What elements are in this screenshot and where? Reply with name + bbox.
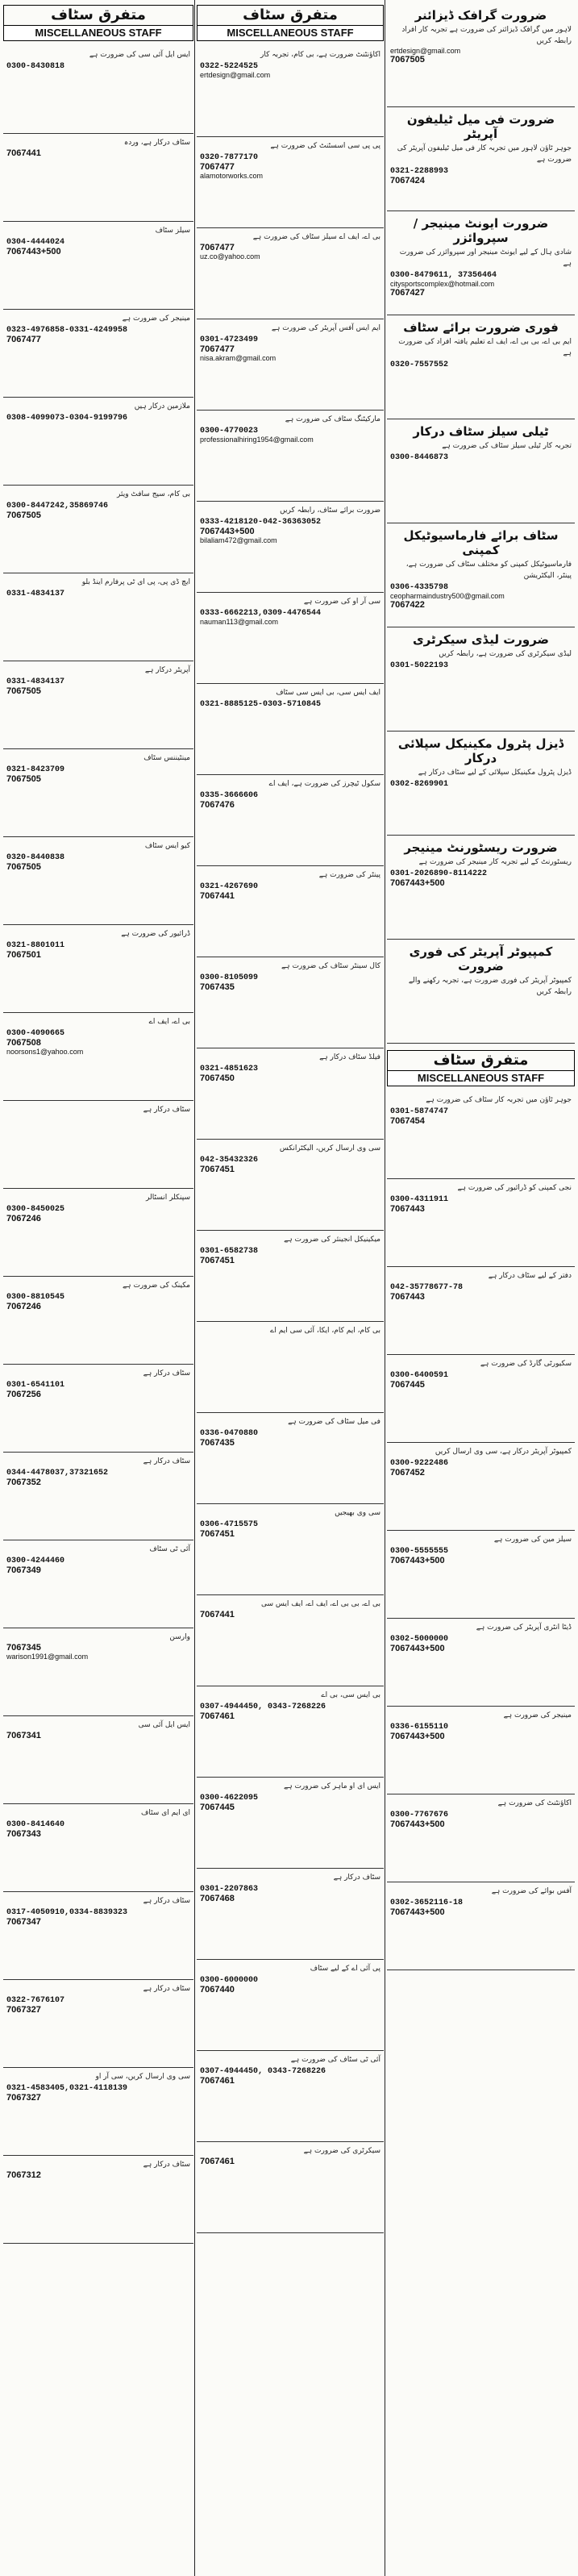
ad-phone: 0300-4090665 [6, 1029, 65, 1038]
ad-phone: 0322-7676107 [6, 1996, 65, 2005]
ad-phone: 0331-4834137 [6, 677, 65, 686]
ad-reference: 7067477 [200, 162, 235, 172]
classified-ad [3, 1189, 193, 1277]
column-right [387, 3, 575, 2573]
column-divider [194, 0, 195, 2576]
classified-ad [3, 1365, 193, 1453]
ad-reference: 7067461 [200, 2157, 235, 2166]
ad-phone: 0344-4478037,37321652 [6, 1469, 109, 1478]
ad-reference: 7067443+500 [390, 1907, 445, 1917]
ad-reference: 7067508 [6, 1038, 41, 1048]
ad-body: کمپیوٹر آپریٹر درکار ہے، سی وی ارسال کریں [435, 1448, 572, 1456]
ad-reference: 7067477 [6, 335, 41, 344]
ad-phone: 0333-6662213,0309-4476544 [200, 609, 322, 618]
classified-ad [197, 1595, 384, 1686]
classified-ad [3, 1013, 193, 1101]
ad-phone: 0336-0470880 [200, 1429, 259, 1438]
ad-reference: 7067443+500 [390, 1556, 445, 1565]
classified-ad [3, 310, 193, 398]
ad-reference: 7067424 [390, 176, 425, 185]
ad-phone: 0300-4311911 [390, 1195, 449, 1204]
ad-body: لاہور میں گرافک ڈیزائنر کی ضرورت ہے تجربہ کار افراد رابطہ کریں [401, 26, 572, 45]
ad-body: سٹاف درکار ہے [143, 1457, 190, 1465]
ad-email: noorsons1@yahoo.com [6, 1048, 84, 1056]
ad-phone: 0306-4335798 [390, 583, 449, 592]
classified-ad [387, 1531, 575, 1619]
ad-phone: 0307-4944450, 0343-7268226 [200, 2067, 326, 2076]
ad-body: ڈیٹا انٹری آپریٹر کی ضرورت ہے [476, 1624, 572, 1632]
ad-reference: 7067341 [6, 1731, 41, 1740]
ad-reference: 7067477 [200, 344, 235, 354]
ad-reference: 7067441 [6, 148, 41, 158]
classified-ad [197, 411, 384, 502]
ad-body: اکاؤنٹنٹ ضرورت ہے، بی کام، تجربہ کار [260, 51, 380, 59]
ad-phone: 0308-4099073-0304-9199796 [6, 414, 128, 423]
classified-ad [197, 1413, 384, 1504]
classified-ad [3, 1277, 193, 1365]
ad-reference: 7067440 [200, 1985, 235, 1995]
ad-body: کال سینٹر سٹاف کی ضرورت ہے [281, 962, 380, 970]
classified-ad [3, 134, 193, 222]
ad-reference: 7067501 [6, 950, 41, 960]
ad-body: سی وی بھیجیں [335, 1509, 380, 1517]
classified-ad [3, 1628, 193, 1716]
ad-reference: 7067505 [6, 774, 41, 784]
ad-body: بی اے، ایف اے [148, 1018, 190, 1026]
ad-body: جوہر ٹاؤن لاہور میں تجربہ کار فی میل ٹیلیفون آپریٹر کی ضرورت ہے [397, 144, 572, 164]
ad-body: سپنکلر انسٹالر [146, 1194, 190, 1202]
section-title-english: MISCELLANEOUS STAFF [4, 25, 193, 40]
ad-phone: 0321-2288993 [390, 167, 449, 176]
ad-heading: ضرورت فی میل ٹیلیفون آپریٹر [406, 112, 555, 141]
classified-ad [3, 1716, 193, 1804]
ad-body: پی آئی اے کے لیے سٹاف [310, 1965, 380, 1973]
ad-body: اکاؤنٹنٹ کی ضرورت ہے [497, 1799, 572, 1807]
ad-body: بی کام، سیج سافٹ ویئر [117, 490, 190, 498]
classified-ad [387, 1355, 575, 1443]
classified-ad [197, 775, 384, 866]
ad-phone: 0300-8479611, 37356464 [390, 271, 497, 280]
ad-body: ایس ایل آئی سی [138, 1721, 190, 1729]
ad-phone: 0301-6541101 [6, 1381, 65, 1390]
ad-phone: 0301-5022193 [390, 661, 449, 670]
classified-ad [387, 1882, 575, 1970]
classified-ad [197, 2142, 384, 2233]
ad-phone: 0331-4834137 [6, 590, 65, 598]
ad-email: nisa.akram@gmail.com [200, 354, 277, 362]
ad-email: ertdesign@gmail.com [390, 47, 461, 55]
ad-email: professionalhiring1954@gmail.com [200, 436, 314, 444]
classified-ad [197, 137, 384, 228]
ad-phone: 0300-9222486 [390, 1459, 449, 1468]
ad-phone: 0301-6582738 [200, 1247, 259, 1256]
ad-reference: 7067505 [6, 862, 41, 872]
ad-reference: 7067435 [200, 982, 235, 992]
classified-ad [197, 1960, 384, 2051]
ad-body: سٹاف درکار ہے [143, 1369, 190, 1378]
ad-phone: 0307-4944450, 0343-7268226 [200, 1703, 326, 1711]
ad-reference: 7067468 [200, 1894, 235, 1903]
ad-reference: 7067343 [6, 1829, 41, 1839]
section-header [3, 5, 193, 41]
ad-body: سٹاف درکار ہے [143, 2161, 190, 2169]
ad-body: میکینیکل انجینئر کی ضرورت ہے [284, 1236, 380, 1244]
classified-ad [387, 523, 575, 627]
classified-ad [197, 1048, 384, 1140]
ad-phone: 0321-4267690 [200, 882, 259, 891]
ad-body: مارکیٹنگ سٹاف کی ضرورت ہے [285, 415, 380, 423]
ad-heading: ضرورت ریسٹورنٹ مینیجر [404, 840, 558, 855]
section-header [387, 1050, 575, 1086]
ad-phone: 042-35432326 [200, 1156, 259, 1165]
ad-phone: 042-35778677-78 [390, 1283, 464, 1292]
ad-heading: فوری ضرورت برائے سٹاف [403, 320, 559, 335]
ad-body: ایم بی اے، بی بی اے، ایف اے تعلیم یافتہ افراد کی ضرورت ہے [398, 338, 572, 357]
ad-email: bilaliam472@gmail.com [200, 536, 277, 544]
ad-body: ایف ایس سی، بی ایس سی سٹاف [276, 689, 380, 697]
classified-ad [197, 957, 384, 1048]
ad-reference: 7067445 [200, 1803, 235, 1812]
ad-body: ڈیزل پٹرول مکینیکل سپلائی کے لیے سٹاف درکار ہے [418, 769, 572, 777]
ad-heading: ضرورت گرافک ڈیزائنر [414, 8, 547, 23]
classified-ad [3, 1540, 193, 1628]
section-title-urdu: متفرق سٹاف [51, 6, 146, 23]
ad-phone: 0302-5000000 [390, 1635, 449, 1644]
ad-phone: 0323-4976858-0331-4249958 [6, 326, 128, 335]
classified-ad [197, 1869, 384, 1960]
ad-body: سیکرٹری کی ضرورت ہے [303, 2147, 380, 2155]
ad-reference: 7067435 [200, 1438, 235, 1448]
classified-ad [387, 211, 575, 315]
section-title-english: MISCELLANEOUS STAFF [388, 1070, 574, 1086]
ad-reference: 7067505 [390, 55, 425, 65]
ad-email: alamotorworks.com [200, 172, 264, 180]
ad-phone: 0320-7557552 [390, 361, 449, 369]
ad-phone: 0317-4050910,0334-8839323 [6, 1908, 128, 1917]
ad-email: warison1991@gmail.com [6, 1653, 89, 1661]
ad-phone: 0320-8440838 [6, 853, 65, 862]
classified-ad [197, 593, 384, 684]
section-title-urdu: متفرق سٹاف [433, 1052, 529, 1069]
ad-phone: 0300-8430818 [6, 62, 65, 71]
ad-reference: 7067476 [200, 800, 235, 810]
ad-phone: 0300-6400591 [390, 1371, 449, 1380]
ad-phone: 0300-8810545 [6, 1293, 65, 1302]
classified-ad [3, 1101, 193, 1189]
classified-ad [3, 222, 193, 310]
ad-heading: ٹیلی سیلز سٹاف درکار [413, 424, 549, 439]
ad-reference: 7067352 [6, 1478, 41, 1487]
ad-phone: 0300-8447242,35869746 [6, 502, 109, 511]
ad-phone: 0321-8801011 [6, 941, 65, 950]
ad-body: پینٹر کی ضرورت ہے [318, 871, 380, 879]
ad-phone: 0301-4723499 [200, 336, 259, 344]
classified-ad [3, 486, 193, 573]
classified-ad [197, 319, 384, 411]
section-header [197, 5, 384, 41]
ad-reference: 7067461 [200, 1711, 235, 1721]
ad-body: بی اے، بی بی اے، ایف اے، ایف ایس سی [261, 1600, 380, 1608]
ad-body: سکول ٹیچرز کی ضرورت ہے، ایف اے [268, 780, 380, 788]
ad-phone: 0320-7877170 [200, 153, 259, 162]
ad-body: نجی کمپنی کو ڈرائیور کی ضرورت ہے [457, 1184, 572, 1192]
classified-ad [3, 398, 193, 486]
ad-reference: 7067443+500 [200, 527, 255, 536]
ad-phone: 0300-8414640 [6, 1820, 65, 1829]
classified-ad [387, 1619, 575, 1707]
ad-body: دفتر کے لیے سٹاف درکار ہے [488, 1272, 572, 1280]
ad-reference: 7067441 [200, 1610, 235, 1619]
ad-body: پی پی سی اسسٹنٹ کی ضرورت ہے [270, 142, 380, 150]
ad-reference: 7067345 [6, 1643, 41, 1653]
ad-body: کیو ایس سٹاف [144, 842, 190, 850]
ad-phone: 0306-4715575 [200, 1520, 259, 1529]
classified-ad [3, 573, 193, 661]
ad-reference: 7067246 [6, 1214, 41, 1223]
ad-phone: 0301-2026890-8114222 [390, 869, 488, 878]
ad-reference: 7067451 [200, 1529, 235, 1539]
ad-body: سٹاف درکار ہے [143, 1106, 190, 1114]
classified-ad [387, 1267, 575, 1355]
ad-body: آپریٹر درکار ہے [144, 666, 190, 674]
ad-phone: 0322-5224525 [200, 62, 259, 71]
ad-reference: 7067445 [390, 1380, 425, 1390]
classified-ad [197, 1322, 384, 1413]
ad-phone: 0300-6000000 [200, 1976, 259, 1985]
classified-ad [197, 2051, 384, 2142]
ad-body: سیلز سٹاف [155, 227, 190, 235]
section-title-english: MISCELLANEOUS STAFF [198, 25, 383, 40]
classified-ad [197, 1778, 384, 1869]
ad-body: کمپیوٹر آپریٹر کی فوری ضرورت ہے، تجربہ رکھنے والے رابطہ کریں [408, 977, 572, 996]
ad-email: citysportscomplex@hotmail.com [390, 280, 495, 288]
ad-body: تجربہ کار ٹیلی سیلز سٹاف کی ضرورت ہے [442, 442, 572, 450]
ad-phone: 0300-5555555 [390, 1547, 449, 1556]
ad-email: nauman113@gmail.com [200, 618, 279, 626]
ad-body: آئی ٹی سٹاف [149, 1545, 190, 1553]
ad-body: سٹاف درکار ہے [333, 1874, 380, 1882]
ad-body: آئی ٹی سٹاف کی ضرورت ہے [290, 2056, 380, 2064]
ad-reference: 7067505 [6, 511, 41, 520]
ad-body: مینیجر کی ضرورت ہے [122, 315, 190, 323]
classified-ad [3, 925, 193, 1013]
ad-phone: 0300-8446873 [390, 453, 449, 462]
ad-body: ایچ ڈی پی، پی ای ٹی پرفارم اینڈ بلو [81, 578, 190, 586]
ad-phone: 0321-4583405,0321-4118139 [6, 2084, 128, 2093]
ad-phone: 0300-4622095 [200, 1794, 259, 1803]
classified-ad [197, 1231, 384, 1322]
ad-body: ایس ای او ماہر کی ضرورت ہے [284, 1782, 380, 1790]
ad-phone: 0321-8423709 [6, 765, 65, 774]
classified-ad [3, 1892, 193, 1980]
ad-reference: 7067256 [6, 1390, 41, 1399]
ad-heading: ضرورت لیڈی سیکرٹری [412, 632, 550, 647]
ad-phone: 0300-7767676 [390, 1811, 449, 1819]
ad-body: سیلز مین کی ضرورت ہے [493, 1536, 572, 1544]
classified-ad [387, 1091, 575, 1179]
ad-reference: 7067451 [200, 1256, 235, 1265]
classified-ad [387, 836, 575, 940]
ad-reference: 7067461 [200, 2076, 235, 2086]
ad-body: ریسٹورنٹ کے لیے تجربہ کار مینیجر کی ضرورت ہے [418, 858, 572, 866]
ad-email: uz.co@yahoo.com [200, 252, 260, 261]
ad-reference: 7067451 [200, 1165, 235, 1174]
ad-body: بی اے، ایف اے سیلز سٹاف کی ضرورت ہے [252, 233, 380, 241]
ad-phone: 0301-5874747 [390, 1107, 449, 1116]
classified-ad [387, 419, 575, 523]
ad-heading: ڈیزل پٹرول مکینیکل سپلائی درکار [397, 736, 564, 765]
ad-reference: 7067443 [390, 1204, 425, 1214]
column-middle [197, 3, 384, 2573]
ad-reference: 7067327 [6, 2005, 41, 2015]
classified-ad [3, 661, 193, 749]
ad-reference: 7067347 [6, 1917, 41, 1927]
ad-email: ceopharmaindustry500@gmail.com [390, 592, 505, 600]
ad-body: ای ایم ای سٹاف [141, 1809, 190, 1817]
classified-ad [387, 1794, 575, 1882]
ad-reference: 7067443+500 [390, 1644, 445, 1653]
ad-phone: 0302-3652116-18 [390, 1899, 464, 1907]
ad-reference: 7067443 [390, 1292, 425, 1302]
ad-reference: 7067452 [390, 1468, 425, 1478]
ad-phone: 0333-4218120-042-36363052 [200, 518, 322, 527]
ad-body: جوہر ٹاؤن میں تجربہ کار سٹاف کی ضرورت ہے [426, 1096, 572, 1104]
classified-ad [387, 1707, 575, 1794]
ad-reference: 7067454 [390, 1116, 425, 1126]
ad-body: سکیورٹی گارڈ کی ضرورت ہے [480, 1360, 572, 1368]
section-title-urdu: متفرق سٹاف [243, 6, 338, 23]
ad-body: ایس ایل آئی سی کی ضرورت ہے [89, 51, 190, 59]
classified-ad [3, 837, 193, 925]
classified-ad [387, 1179, 575, 1267]
classified-ad [387, 940, 575, 1044]
ad-reference: 7067349 [6, 1565, 41, 1575]
ad-email: ertdesign@gmail.com [200, 71, 271, 79]
ad-body: مکینک کی ضرورت ہے [123, 1282, 190, 1290]
ad-phone: 0300-4244460 [6, 1557, 65, 1565]
classified-ad [3, 1453, 193, 1540]
ad-body: سٹاف درکار ہے [143, 1897, 190, 1905]
classified-ad [3, 749, 193, 837]
classified-ad [197, 1140, 384, 1231]
ad-phone: 0302-8269901 [390, 780, 449, 789]
classified-ad [387, 315, 575, 419]
classified-ad [387, 732, 575, 836]
ad-reference: 7067443+500 [390, 1732, 445, 1741]
ad-reference: 7067443+500 [390, 878, 445, 888]
ad-body: فارماسیوٹیکل کمپنی کو مختلف سٹاف کی ضرورت ہے، پینٹر، الیکٹریشن [405, 561, 572, 580]
classified-ad [197, 1686, 384, 1778]
ad-body: شادی ہال کے لیے ایونٹ مینیجر اور سپروائزر کی ضرورت ہے [399, 248, 572, 268]
classified-ad [3, 1804, 193, 1892]
ad-body: مینیجر کی ضرورت ہے [503, 1711, 572, 1719]
ad-reference: 7067441 [200, 891, 235, 901]
classified-ad [197, 684, 384, 775]
ad-body: بی ایس سی، بی اے [321, 1691, 380, 1699]
ad-phone: 0304-4444024 [6, 238, 65, 247]
ad-body: سی وی ارسال کریں، الیکٹرانکس [279, 1144, 380, 1153]
ad-body: ملازمین درکار ہیں [134, 402, 190, 411]
classified-ad [3, 1980, 193, 2068]
ad-body: فی میل سٹاف کی ضرورت ہے [288, 1418, 380, 1426]
ad-phone: 0336-6155110 [390, 1723, 449, 1732]
classified-ad [3, 2156, 193, 2244]
ad-phone: 0300-8105099 [200, 973, 259, 982]
ad-body: ایم ایس آفس آپریٹر کی ضرورت ہے [271, 324, 380, 332]
ad-reference: 7067477 [200, 243, 235, 252]
ad-body: لیڈی سیکرٹری کی ضرورت ہے، رابطہ کریں [439, 650, 572, 658]
ad-phone: 0300-8450025 [6, 1205, 65, 1214]
ad-body: مینٹیننس سٹاف [143, 754, 190, 762]
ad-body: فیلڈ سٹاف درکار ہے [319, 1053, 380, 1061]
ad-phone: 0300-4770023 [200, 427, 259, 436]
classified-ad [387, 1443, 575, 1531]
ad-phone: 0335-3666606 [200, 791, 259, 800]
ad-reference: 7067443+500 [6, 247, 61, 256]
ad-body: سی وی ارسال کریں، سی آر او [95, 2073, 190, 2081]
classified-ad [197, 46, 384, 137]
ad-heading: کمپیوٹر آپریٹر کی فوری ضرورت [409, 944, 553, 973]
classified-ad [387, 627, 575, 732]
ad-reference: 7067422 [390, 600, 425, 610]
ad-phone: 0301-2207863 [200, 1885, 259, 1894]
ad-body: سٹاف درکار ہے، وردہ [123, 139, 190, 147]
classified-ad [197, 1504, 384, 1595]
ad-body: ضرورت برائے سٹاف، رابطہ کریں [280, 506, 380, 515]
ad-body: سٹاف درکار ہے [143, 1985, 190, 1993]
ad-phone: 0321-8885125-0303-5710845 [200, 700, 322, 709]
ad-reference: 7067312 [6, 2170, 41, 2180]
ad-reference: 7067427 [390, 288, 425, 298]
ad-reference: 7067443+500 [390, 1819, 445, 1829]
ad-heading: ضرورت ایونٹ مینیجر / سپروائزر [413, 216, 549, 245]
classified-ad [3, 46, 193, 134]
classified-ad [197, 228, 384, 319]
classified-ad [197, 866, 384, 957]
ad-reference: 7067246 [6, 1302, 41, 1311]
ad-reference: 7067327 [6, 2093, 41, 2103]
ad-reference: 7067505 [6, 686, 41, 696]
classified-ad [387, 3, 575, 107]
ad-phone: 0321-4851623 [200, 1065, 259, 1073]
ad-body: آفس بوائے کی ضرورت ہے [491, 1887, 572, 1895]
classified-ad [197, 502, 384, 593]
ad-body: سی آر او کی ضرورت ہے [303, 598, 380, 606]
ad-heading: سٹاف برائے فارماسیوٹیکل کمپنی [403, 528, 559, 557]
ad-body: ڈرائیور کی ضرورت ہے [121, 930, 190, 938]
classified-ad [3, 2068, 193, 2156]
classified-ad [387, 107, 575, 211]
column-left [3, 3, 193, 2573]
ad-reference: 7067450 [200, 1073, 235, 1083]
ad-body: بی کام، ایم کام، ایکا، آئی سی ایم اے [270, 1327, 380, 1335]
ad-body: وارسن [169, 1633, 190, 1641]
